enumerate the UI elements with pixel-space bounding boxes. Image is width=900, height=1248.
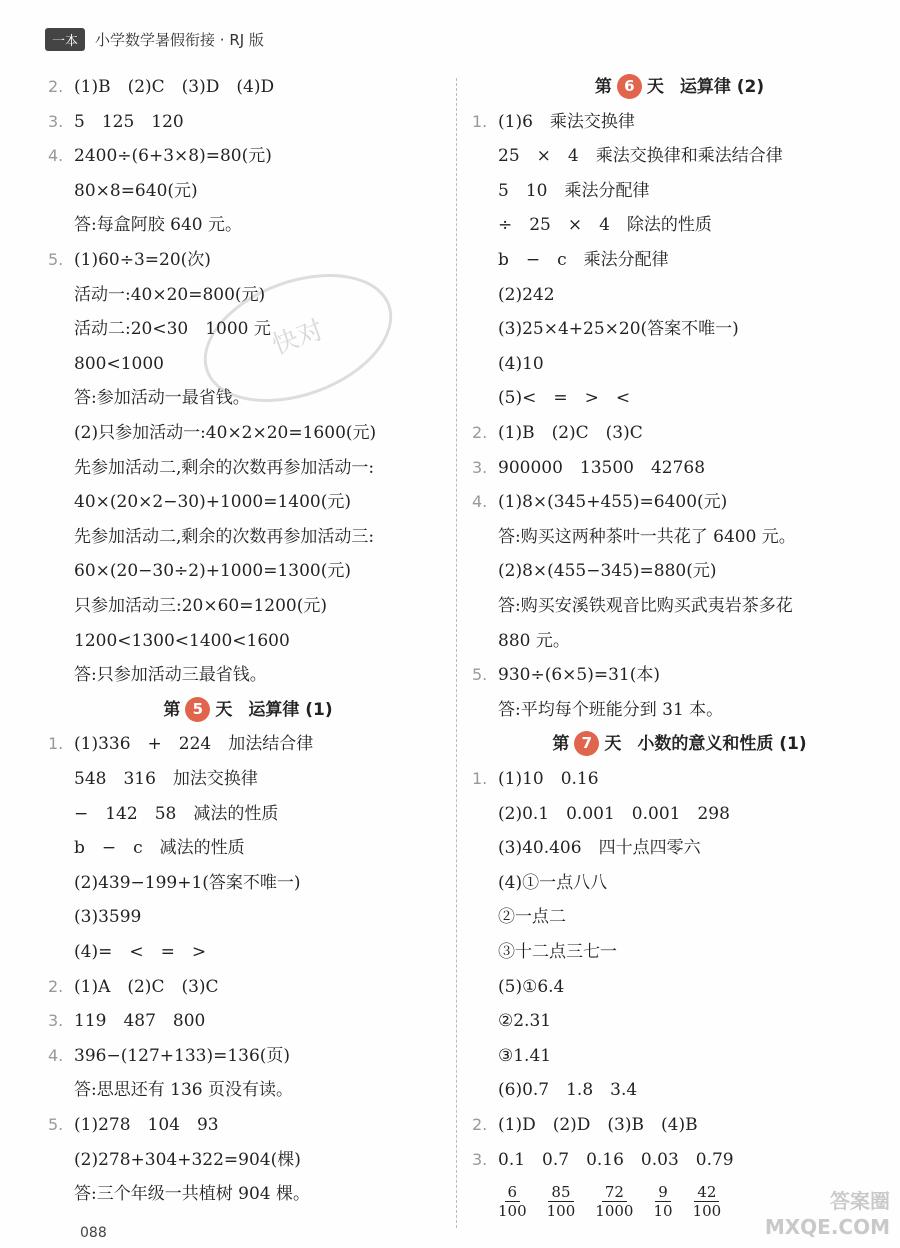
- answer-line: [48, 381, 250, 415]
- fraction: [595, 1183, 633, 1220]
- fraction: [547, 1183, 576, 1220]
- answer-text: (1)60÷3=20(次): [74, 250, 211, 270]
- answer-line: [48, 1143, 301, 1177]
- answer-text: 880 元。: [498, 630, 570, 651]
- answer-text: ③十二点三七一: [498, 942, 617, 962]
- answer-text: (5)①6.4: [498, 976, 565, 997]
- answer-text: 答:只参加活动三最省钱。: [74, 665, 267, 686]
- answer-text: 5 125 120: [74, 111, 184, 132]
- day-suffix: 天: [604, 734, 622, 755]
- answer-text: − 142 58 减法的性质: [74, 803, 279, 824]
- answer-text: 900000 13500 42768: [498, 457, 706, 478]
- answer-line: [48, 624, 290, 658]
- page-header: [45, 26, 264, 52]
- question-number: 3.: [472, 457, 488, 477]
- answer-line: [48, 1039, 290, 1073]
- fraction-denominator: 1000: [595, 1201, 634, 1220]
- answer-line: [48, 762, 258, 796]
- answer-text: 5 10 乘法分配律: [498, 180, 650, 201]
- answer-text: 只参加活动三:20×60=1200(元): [74, 596, 328, 616]
- question-number: 1.: [472, 769, 488, 788]
- answer-line: [48, 174, 198, 208]
- answer-text: 40×(20×2−30)+1000=1400(元): [74, 492, 351, 513]
- day-suffix: 天: [646, 77, 664, 97]
- answer-line: [472, 1073, 637, 1107]
- question-number: 2.: [48, 77, 64, 96]
- answer-line: [472, 658, 660, 692]
- answer-line: [472, 624, 570, 658]
- answer-line: [48, 589, 327, 623]
- fraction-numerator: 9: [655, 1183, 671, 1202]
- answer-text: ②一点二: [498, 907, 566, 928]
- day-6-heading: [472, 70, 887, 104]
- answer-line: [472, 1108, 698, 1142]
- stamp-watermark: 快对: [186, 250, 410, 426]
- answer-line: [48, 1177, 310, 1211]
- answer-text: b − c 减法的性质: [74, 838, 245, 859]
- answer-line: [472, 762, 599, 796]
- question-number: 3.: [48, 1011, 64, 1031]
- answer-text: ÷ 25 × 4 除法的性质: [498, 215, 712, 236]
- site-logo-text: 答案圈: [830, 1189, 890, 1213]
- page-number: 088: [80, 1225, 107, 1241]
- question-number: 2.: [472, 1115, 488, 1134]
- answer-text: 930÷(6×5)=31(本): [498, 665, 660, 686]
- answer-line: [472, 554, 717, 588]
- answer-line: [472, 347, 544, 381]
- answer-text: 答:思思还有 136 页没有读。: [74, 1080, 293, 1101]
- answer-line: [472, 208, 712, 242]
- day-prefix: 第: [552, 734, 570, 755]
- answer-text: 先参加活动二,剩余的次数再参加活动一:: [74, 457, 375, 478]
- question-number: 3.: [48, 111, 64, 131]
- answer-text: (2)278+304+322=904(棵): [74, 1149, 301, 1170]
- answer-text: (1)10 0.16: [498, 769, 599, 789]
- answer-text: b − c 乘法分配律: [498, 250, 669, 270]
- answer-text: 答:平均每个班能分到 31 本。: [498, 699, 724, 720]
- answer-text: 119 487 800: [74, 1011, 206, 1032]
- day-number-badge: 6: [617, 74, 642, 99]
- answer-text: (2)只参加活动一:40×2×20=1600(元): [74, 423, 377, 443]
- fraction-denominator: 10: [653, 1201, 673, 1220]
- answer-line: [48, 347, 164, 381]
- answer-line: [48, 139, 272, 173]
- answer-line: [48, 935, 206, 969]
- answer-line: [472, 139, 783, 173]
- answer-line: [48, 658, 267, 692]
- day-5-heading: [48, 693, 448, 727]
- answer-text: (1)6 乘法交换律: [498, 111, 635, 132]
- answer-line: [48, 451, 374, 485]
- question-number: 4.: [472, 492, 488, 512]
- answer-line: [472, 900, 566, 934]
- answer-line: [472, 589, 793, 623]
- question-number: 5.: [48, 1115, 64, 1134]
- answer-line: [48, 900, 141, 934]
- answer-line: [48, 970, 219, 1004]
- fraction-row: [472, 1179, 741, 1223]
- answer-line: [48, 312, 271, 346]
- answer-line: [48, 1004, 205, 1038]
- answer-line: [472, 866, 607, 900]
- answer-line: [48, 278, 265, 312]
- site-logo-url: MXQE.COM: [764, 1215, 890, 1239]
- fraction-numerator: 85: [548, 1183, 573, 1202]
- question-number: 5.: [472, 665, 488, 685]
- question-number: 1.: [472, 111, 488, 131]
- section-title: 运算律 (2): [679, 77, 765, 97]
- answer-line: [48, 866, 301, 900]
- book-title: 小学数学暑假衔接 · RJ 版: [95, 30, 264, 49]
- answer-line: [472, 831, 701, 865]
- answer-text: (2)0.1 0.001 0.001 298: [498, 803, 730, 824]
- answer-line: [472, 105, 635, 139]
- answer-text: 活动一:40×20=800(元): [74, 284, 266, 305]
- day-prefix: 第: [163, 699, 181, 720]
- answer-line: [472, 1143, 734, 1177]
- answer-text: 先参加活动二,剩余的次数再参加活动三:: [74, 526, 375, 547]
- answer-text: 396−(127+133)=136(页): [74, 1045, 291, 1066]
- answer-text: (4)①一点八八: [498, 872, 608, 893]
- answer-line: [48, 485, 351, 519]
- answer-line: [472, 1004, 551, 1038]
- question-number: 2.: [472, 423, 488, 442]
- fraction: [653, 1183, 672, 1220]
- answer-text: (1)278 104 93: [74, 1115, 219, 1135]
- answer-line: [472, 278, 555, 312]
- day-suffix: 天: [215, 699, 233, 720]
- fraction-denominator: 100: [692, 1201, 722, 1220]
- answer-line: [472, 970, 564, 1004]
- column-divider: [456, 78, 457, 1228]
- answer-line: [472, 485, 727, 519]
- answer-line: [48, 1108, 219, 1142]
- answer-text: (4)= < = >: [74, 942, 207, 962]
- answer-line: [472, 693, 723, 727]
- answer-text: 80×8=640(元): [74, 180, 198, 201]
- answer-text: (2)242: [498, 284, 555, 305]
- answer-line: [472, 243, 669, 277]
- answer-text: (4)10: [498, 353, 544, 374]
- answer-text: (1)336 + 224 加法结合律: [74, 734, 314, 755]
- answer-text: (3)40.406 四十点四零六: [498, 838, 701, 859]
- answer-text: 25 × 4 乘法交换律和乘法结合律: [498, 146, 783, 167]
- fraction: [693, 1183, 722, 1220]
- fraction-numerator: 42: [694, 1183, 719, 1202]
- answer-text: 800<1000: [74, 353, 164, 374]
- answer-text: 活动二:20<30 1000 元: [74, 319, 271, 340]
- answer-line: [48, 1073, 293, 1107]
- day-7-heading: [472, 727, 887, 761]
- answer-line: [472, 1039, 551, 1073]
- question-number: 1.: [48, 734, 64, 754]
- answer-line: [472, 935, 617, 969]
- question-number: 5.: [48, 250, 64, 269]
- day-number-badge: 5: [185, 697, 210, 722]
- answer-text: 答:三个年级一共植树 904 棵。: [74, 1184, 310, 1205]
- day-prefix: 第: [594, 77, 612, 97]
- answer-line: [48, 105, 184, 139]
- answer-line: [472, 451, 705, 485]
- answer-line: [48, 520, 374, 554]
- answer-line: [48, 797, 278, 831]
- answer-line: [472, 797, 730, 831]
- section-title: 小数的意义和性质 (1): [637, 734, 807, 755]
- day-number-badge: 7: [574, 731, 599, 756]
- answer-line: [48, 208, 242, 242]
- answer-text: (1)A (2)C (3)C: [74, 976, 219, 997]
- answer-text: 548 316 加法交换律: [74, 769, 258, 789]
- answer-text: 60×(20−30÷2)+1000=1300(元): [74, 561, 351, 582]
- answer-line: [48, 243, 211, 277]
- fraction-numerator: 6: [505, 1183, 521, 1202]
- answer-text: (1)8×(345+455)=6400(元): [498, 492, 728, 513]
- answer-text: ③1.41: [498, 1045, 552, 1066]
- question-number: 3.: [472, 1149, 488, 1169]
- answer-text: (3)3599: [74, 907, 142, 928]
- fraction-numerator: 72: [602, 1183, 627, 1202]
- answer-line: [472, 416, 643, 450]
- answer-line: [48, 727, 313, 761]
- answer-line: [472, 381, 630, 415]
- answer-text: (6)0.7 1.8 3.4: [498, 1080, 638, 1101]
- question-number: 2.: [48, 976, 64, 996]
- answer-text: 答:购买安溪铁观音比购买武夷岩茶多花: [498, 596, 793, 616]
- answer-text: 1200<1300<1400<1600: [74, 630, 290, 651]
- answer-line: [48, 70, 274, 104]
- answer-line: [472, 520, 796, 554]
- answer-text: (1)B (2)C (3)C: [498, 423, 643, 443]
- answer-text: (3)25×4+25×20(答案不唯一): [498, 319, 739, 340]
- answer-text: (1)B (2)C (3)D (4)D: [74, 77, 275, 97]
- answer-line: [472, 174, 649, 208]
- answer-text: 2400÷(6+3×8)=80(元): [74, 146, 272, 167]
- answer-line: [472, 312, 739, 346]
- answer-text: 答:参加活动一最省钱。: [74, 388, 250, 409]
- fraction-denominator: 100: [546, 1201, 576, 1220]
- answer-text: (1)D (2)D (3)B (4)B: [498, 1115, 698, 1135]
- answer-text: (2)8×(455−345)=880(元): [498, 561, 717, 582]
- answer-text: ②2.31: [498, 1011, 552, 1032]
- answer-line: [48, 831, 245, 865]
- fraction: [498, 1183, 527, 1220]
- question-number: 4.: [48, 1045, 64, 1065]
- answer-text: 答:购买这两种茶叶一共花了 6400 元。: [498, 526, 796, 547]
- answer-text: (5)< = > <: [498, 388, 631, 409]
- fraction-denominator: 100: [498, 1201, 527, 1220]
- answer-line: [48, 554, 351, 588]
- answer-text: 0.1 0.7 0.16 0.03 0.79: [498, 1149, 734, 1170]
- question-number: 4.: [48, 146, 64, 166]
- answer-line: [48, 416, 376, 450]
- brand-badge: 一本: [45, 28, 85, 51]
- site-logo: [765, 1188, 890, 1240]
- answer-text: 答:每盒阿胶 640 元。: [74, 215, 242, 236]
- answer-text: (2)439−199+1(答案不唯一): [74, 872, 301, 893]
- section-title: 运算律 (1): [248, 699, 333, 720]
